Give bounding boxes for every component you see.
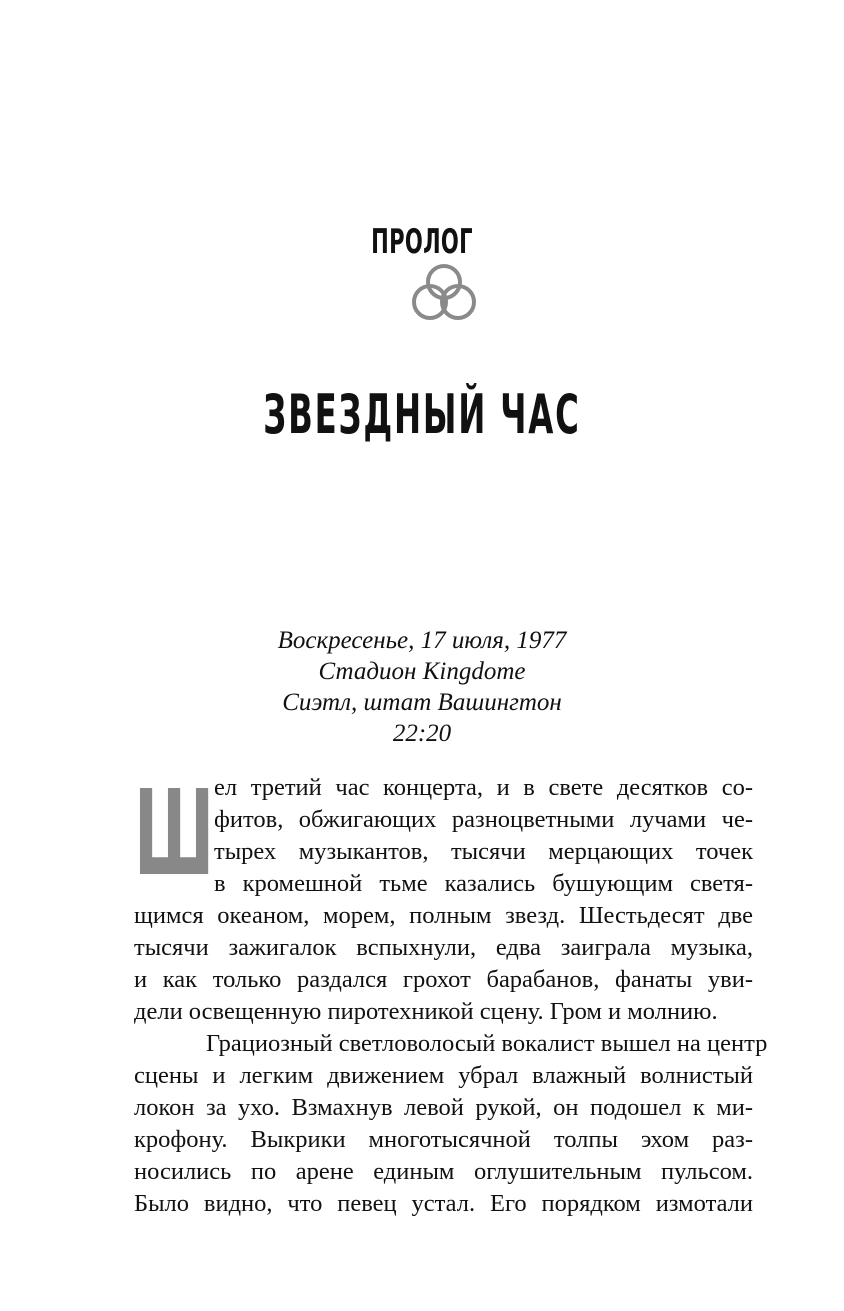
- text-line: локон за ухо. Взмахнув левой рукой, он подошел к ми-: [134, 1094, 753, 1121]
- body-text: [134, 764, 768, 1220]
- text-line: фитов, обжигающих разноцветными лучами че-: [214, 806, 753, 833]
- epigraph-time: 22:20: [392, 720, 452, 747]
- text-line: сцены и легким движением убрал влажный волнистый: [134, 1062, 753, 1089]
- text-line: Грациозный светловолосый вокалист вышел на центр: [206, 1030, 768, 1057]
- text-line: и как только раздался грохот барабанов, фанаты уви-: [134, 966, 753, 993]
- epigraph: [0, 625, 844, 749]
- drop-cap-letter: Ш: [134, 764, 215, 902]
- text-line: щимся океаном, морем, полным звезд. Шестьдесят две: [134, 902, 753, 929]
- epigraph-city: Сиэтл, штат Вашингтон: [282, 689, 562, 716]
- text-line: Было видно, что певец устал. Его порядком измотали: [134, 1190, 753, 1217]
- paragraph-1-dropcap-lines: [134, 764, 753, 902]
- chapter-title: ЗВЕЗДНЫЙ ЧАС: [263, 383, 581, 446]
- prologue-label: ПРОЛОГ: [371, 222, 473, 262]
- text-line: тырех музыкантов, тысячи мерцающих точек: [214, 838, 753, 865]
- epigraph-date: Воскресенье, 17 июля, 1977: [277, 627, 567, 654]
- text-line: крофону. Выкрики многотысячной толпы эхом раз-: [134, 1126, 753, 1153]
- text-line: тысячи зажигалок вспыхнули, едва заиграла музыка,: [134, 934, 753, 961]
- three-rings-icon: [408, 262, 480, 324]
- text-line: дели освещенную пиротехникой сцену. Гром и молнию.: [134, 998, 718, 1025]
- text-line: носились по арене единым оглушительным пульсом.: [134, 1158, 753, 1185]
- text-line: в кромешной тьме казались бушующим светя-: [214, 870, 753, 897]
- text-line: ел третий час концерта, и в свете десятков со-: [214, 774, 753, 801]
- epigraph-venue: Стадион Kingdome: [318, 658, 526, 685]
